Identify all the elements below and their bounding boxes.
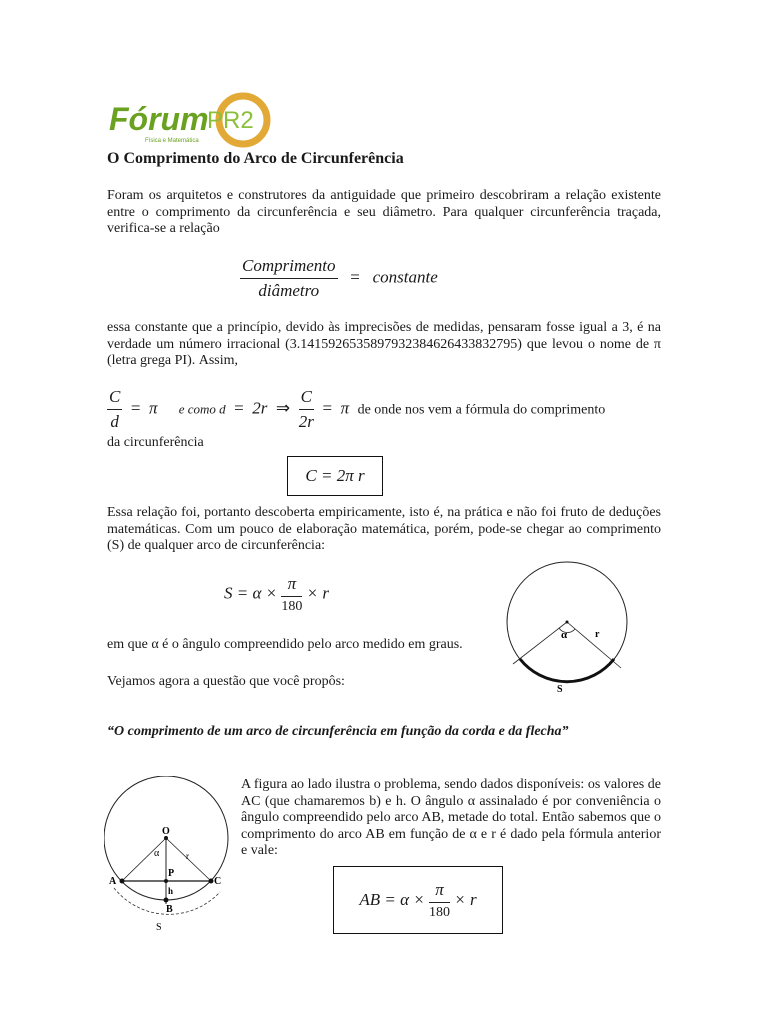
equation-ratio-numerator: Comprimento [240, 256, 338, 279]
frac-pi: π [281, 574, 302, 597]
frac-pi: π [429, 880, 450, 903]
paragraph-constant: essa constante que a princípio, devido às imprecisões de medidas, pensaram fosse igual a 3, é na verdade um número irracional (3.14159265358979323846264338327​95) que levou o nome de π (letra grega PI). Assim, [107, 320, 661, 368]
point-c-label: C [214, 876, 222, 887]
pi-symbol: π [148, 398, 158, 418]
sagitta-h-label: h [168, 886, 174, 896]
formula-box-circumference: C = 2π r [287, 456, 383, 496]
formula-box-arc-ab [333, 866, 503, 934]
implies-arrow: ⇒ [275, 398, 291, 418]
frac-180: 180 [281, 599, 303, 614]
paragraph-intro: Foram os arquitetos e construtores da antiguidade que primeiro descobriram a relação existente entre o comprimento da circunferência e seu diâmetro. Para qualquer circunferência traçada, verifica-se a relação [107, 188, 661, 236]
svg-text:Fórum: Fórum [109, 101, 209, 137]
question-quote: “O comprimento de um arco de circunferência em função da corda e da flecha” [107, 724, 569, 739]
radius-label: r [595, 629, 600, 640]
frac-c: C [299, 387, 314, 410]
frac-d: d [110, 412, 119, 431]
page-title: O Comprimento do Arco de Circunferência [107, 150, 404, 167]
equation-ratio [240, 256, 438, 301]
point-p-label: P [168, 868, 175, 879]
formula-ab-lhs: AB = α × [359, 890, 425, 909]
paragraph-alpha: em que α é o ângulo compreendido pelo arco medido em graus. [107, 637, 463, 652]
equals-sign: = [130, 398, 141, 418]
point-a-label: A [109, 876, 117, 887]
equation-arc-rhs: × r [306, 583, 329, 603]
alpha-label: α [561, 629, 568, 641]
pi-symbol: π [340, 398, 350, 418]
equation-arc-length [224, 574, 329, 615]
point-b-label: B [166, 904, 173, 915]
two-r: 2r [252, 398, 268, 418]
frac-c: C [107, 387, 122, 410]
alpha-label: α [154, 848, 160, 859]
arc-label: S [557, 684, 563, 695]
paragraph-figure-explanation: A figura ao lado ilustra o problema, sendo dados disponíveis: os valores de AC (que chamaremos b) e h. O ângulo α assinalado é por conveniência o ângulo compreendido pelo arco AB, metade do total. Então sabemos que o comprimento do arco AB em função de α e r é dado pela fórmula anterior e vale: [241, 777, 661, 858]
point-o-label: O [162, 826, 170, 837]
equation-arc-lhs: S = α × [224, 583, 278, 603]
equals-sign: = [234, 398, 244, 418]
equation-ratio-rhs: constante [372, 267, 438, 287]
paragraph-empirical: Essa relação foi, portanto descoberta empiricamente, isto é, na prática e não foi fruto de deduções matemáticas. Com um pouco de elaboração matemática, porém, pode-se chegar ao comprimento (S) de qualquer arco de circunferência: [107, 505, 661, 553]
frac-180: 180 [429, 904, 451, 920]
equals-sign: = [350, 267, 360, 287]
arc-s-label: S [156, 922, 162, 933]
frac-2r: 2r [298, 412, 314, 431]
equation-ratio-denominator: diâmetro [258, 281, 320, 300]
formula-ab-rhs: × r [454, 890, 477, 909]
equation-pi [107, 387, 605, 432]
equation-pi-tail: de onde nos vem a fórmula do comprimento [357, 402, 606, 418]
and-since-text: e como d [178, 401, 226, 417]
paragraph-circumference: da circunferência [107, 435, 204, 450]
equals-sign: = [322, 398, 333, 418]
svg-text:PR2: PR2 [207, 107, 254, 134]
svg-text:Física e Matemática: Física e Matemática [145, 138, 199, 144]
forumpr2-logo [107, 92, 277, 150]
chord-sagitta-diagram [104, 776, 234, 934]
paragraph-question: Vejamos agora a questão que você propôs: [107, 674, 345, 689]
radius-label: r [186, 851, 189, 861]
arc-diagram [503, 560, 633, 696]
